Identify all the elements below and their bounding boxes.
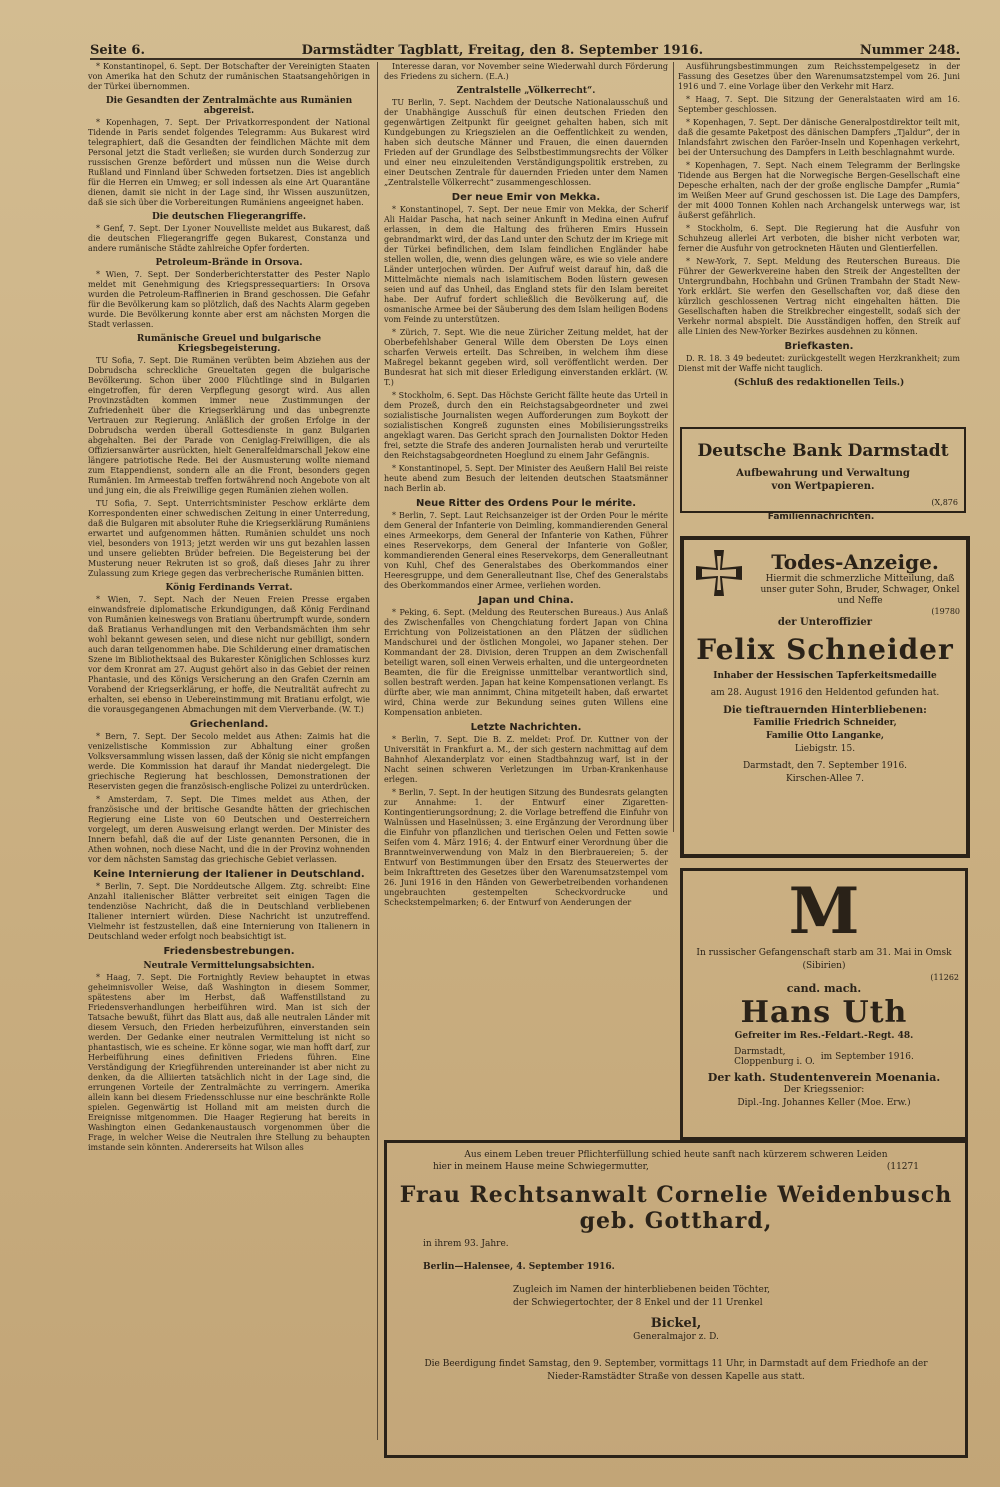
column-2 [384, 62, 668, 907]
ad-todes-medal: Inhaber der Hessischen Tapferkeitsmedaille [713, 671, 937, 681]
ad-weiden-intro2: hier in meinem Hause meine Schwiegermutter, [433, 1162, 649, 1172]
page-header [90, 30, 960, 60]
ad-uth-place1: Darmstadt, [734, 1047, 786, 1057]
article-heading: Die deutschen Fliegerangriffe. [151, 212, 307, 222]
article-paragraph: * Konstantinopel, 6. Sept. Der Botschafter der Vereinigten Staaten von Amerika hat den Schutz der rumänischen Staatsangehörigen in der Türkei übernommen. [88, 62, 370, 91]
ad-uth-intro: In russischer Gefangenschaft starb am 31. Mai in Omsk (Sibirien) [696, 948, 952, 971]
ad-uth-place2: Cloppenburg i. O. [734, 1057, 815, 1067]
ad-deutsche-bank [680, 427, 966, 513]
article-paragraph: * Stockholm, 6. Sept. Die Regierung hat die Ausfuhr von Schuhzeug allerlei Art verboten, die bisher nicht verboten war, ferner die Ausfuhr von getrockneten Häuten und Glentierfellen. [678, 224, 960, 253]
article-heading: Zentralstelle „Völkerrecht“. [456, 86, 596, 96]
issue-number: Nummer 248. [859, 43, 960, 58]
article-paragraph: * Berlin, 7. Sept. Die Norddeutsche Allgem. Ztg. schreibt: Eine Anzahl italienischer Blätter verbreitet seit einigen Tagen die tendenziöse Nachricht, daß die in Deutschland verbliebenen Italiener interniert würden. Diese Nachricht ist unzutreffend. Vielmehr ist festzustellen, daß eine Internierung von Italienern in Deutschland weder erfolgt noch beabsichtigt ist. [88, 882, 370, 941]
article-paragraph: D. R. 18. 3 49 bedeutet: zurückgestellt wegen Herzkrankheit; zum Dienst mit der Waffe nicht tauglich. [678, 354, 960, 373]
ad-weiden-age: in ihrem 93. Jahre. [423, 1239, 509, 1249]
ad-weiden-intro1: Aus einem Leben treuer Pflichterfüllung schied heute sanft nach kürzerem schweren Leiden [464, 1150, 888, 1160]
article-heading: Neutrale Vermittelungsabsichten. [143, 961, 315, 971]
article-paragraph: * Berlin, 7. Sept. In der heutigen Sitzung des Bundesrats gelangten zur Annahme: 1. der Entwurf einer Zigaretten-Kontingentierungsordnung; 2. die Vorlage betreffend die Einfuhr von Walnüssen und Haselnüssen; 3. eine Ergänzung der Verordnung über die Einfuhr von pflanzlichen und tierischen Oelen und Fetten sowie Seifen vom 4. März 1916; 4. der Entwurf einer Verordnung über die Branntweinverwendung von Malz in den Bierbrauereien; 5. der Entwurf von Bestimmungen über den Ersatz des Steuerwertes der beim Inkrafttreten des Gesetzes über den Warenumsatzstempel vom 26. Juni 1916 in den Händen von Gewerbetreibenden vorhandenen ungebrauchten gestempelten Scheckvordrucke und Scheckstempelmarken; 6. der Entwurf von Aenderungen der [384, 788, 668, 907]
article-heading: Keine Internierung der Italiener in Deutschland. [93, 869, 365, 880]
ad-weiden-l2: der Schwiegertochter, der 8 Enkel und der 11 Urenkel [513, 1298, 763, 1308]
ad-todes-mourners1: Familie Friedrich Schneider, [753, 718, 897, 728]
page-number: Seite 6. [90, 43, 145, 58]
article-paragraph: * Haag, 7. Sept. Die Sitzung der Generalstaaten wird am 16. September geschlossen. [678, 95, 960, 114]
article-paragraph: * Zürich, 7. Sept. Wie die neue Züricher Zeitung meldet, hat der Oberbefehlshaber General Wille dem Obersten De Loys einen scharfen Verweis erteilt. Das Schreiben, in welchem ihm diese Maßregel bekannt gegeben wird, soll veröffentlicht werden. Der Bundesrat hat sich mit dieser Erledigung einverstanden erklärt. (W. T.) [384, 328, 668, 387]
ad-hans-uth [680, 868, 968, 1140]
article-heading: Neue Ritter des Ordens Pour le mérite. [415, 498, 637, 509]
column-divider [377, 62, 378, 1440]
column-1 [88, 62, 370, 1440]
familiennachrichten-heading: Familiennachrichten. [767, 512, 875, 522]
ad-uth-verein: Der kath. Studentenverein Moenania. [707, 1071, 941, 1084]
ad-bank-line2: von Wertpapieren. [771, 481, 875, 492]
ad-uth-rank: Gefreiter im Res.-Feldart.-Regt. 48. [734, 1031, 914, 1041]
ad-weiden-place: Berlin—Halensee, 4. September 1916. [423, 1262, 615, 1272]
iron-cross-icon [694, 548, 744, 598]
article-paragraph: * Wien, 7. Sept. Nach der Neuen Freien Presse ergaben einwandsfreie diplomatische Erkundigungen, daß König Ferdinand von Rumänien keineswegs von Bratianu übertrumpft wurde, sondern daß Bratianus Verhandlungen mit den Verbandsmächten ihm sehr wohl bekannt gewesen seien, und diese nicht nur gebilligt, sondern auch daran teilgenommen habe. Die Schilderung einer dramatischen Szene im Bibliothektsaal des Bukarester Königlichen Schlosses kurz vor dem Kronrat am 27. August gehört also in das Gebiet der reinen Phantasie, und des Königs Versicherung an den Grafen Czernin am Vorabend der Kriegserklärung, er hoffe, die Neutralität aufrecht zu erhalten, sei ebenso in Uebereinstimmung mit Bratianu erfolgt, wie die vorausgegangenen Abmachungen mit dem Vierverbande. (W. T.) [88, 595, 370, 714]
newspaper-masthead: Darmstädter Tagblatt, Freitag, den 8. September 1916. [301, 43, 704, 58]
ad-uth-degree: cand. mach. [786, 982, 862, 995]
article-paragraph: * Bern, 7. Sept. Der Secolo meldet aus Athen: Zaimis hat die venizelistische Kommission zur Abhaltung einer großen Volksversammlung wissen lassen, daß der König sie nicht empfangen werde. Die Kommission hat darauf ihr Mandat niedergelegt. Die griechische Regierung hat beschlossen, Demonstrationen der Reservisten gegen die französisch-englische Polizei zu unterdrücken. [88, 732, 370, 791]
ad-weidenbusch [384, 1140, 968, 1458]
article-heading: Japan und China. [478, 595, 574, 606]
article-paragraph: * Wien, 7. Sept. Der Sonderberichterstatter des Pester Naplo meldet mit Genehmigung des Kriegspressequartiers: In Orsova wurden die Petroleum-Raffinerien in Brand geschossen. Die Gefahr für die Bevölkerung kam so plötzlich, daß des Nachts Alarm gegeben wurde. Die Bevölkerung konnte aber erst am nächsten Morgen die Stadt verlassen. [88, 270, 370, 329]
ad-todes-rank: der Unteroffizier [777, 617, 873, 628]
article-heading: Petroleum-Brände in Orsova. [155, 258, 303, 268]
article-paragraph: * Genf, 7. Sept. Der Lyoner Nouvelliste meldet aus Bukarest, daß die deutschen Fliegerangriffe gegen Bukarest, Constanza und andere rumänische Städte zahlreiche Opfer forderten. [88, 224, 370, 253]
ad-weiden-signer: Bickel, [650, 1316, 702, 1331]
ad-weiden-code: (11271 [886, 1162, 919, 1172]
ad-weiden-funeral: Die Beerdigung findet Samstag, den 9. September, vormittags 11 Uhr, in Darmstadt auf dem Friedhofe an der Nieder-Ramstädter Straße von dessen Kapelle aus statt. [424, 1359, 928, 1382]
ad-todes-place: Darmstadt, den 7. September 1916. [742, 761, 908, 771]
article-heading: (Schluß des redaktionellen Teils.) [733, 378, 905, 388]
article-paragraph: TU Sofia, 7. Sept. Die Rumänen verübten beim Abziehen aus der Dobrudscha schreckliche Greueltaten gegen die bulgarische Bevölkerung. Schon über 2000 Flüchtlinge sind in Bulgarien eingetroffen, für deren Verpflegung gesorgt wird. Aus allen Provinzstädten kommen immer neue Zustimmungen der Zufriedenheit über die Kriegserklärung und das unbegrenzte Vertrauen zur Regierung. Anläßlich der großen Erfolge in der Dobrudscha werden überall Gottesdienste in ganz Bulgarien abgehalten. Bei der Parade von Ceniglag-Freiwilligen, die als Offiziersanwärter ausrückten, hielt Generalfeldmarschall Jekow eine längere patriotische Rede. Bei der Ausmusterung wollte niemand zum Etappendienst, sondern alle an die Front, besonders gegen Rumänien. Im Armeestab treffen fortwährend noch Angebote von alt und jung ein, die als Freiwillige gegen Rumänien ziehen wollen. [88, 356, 370, 495]
ad-todes-intro: Hiermit die schmerzliche Mitteilung, daß unser guter Sohn, Bruder, Schwager, Onkel und Neffe [760, 574, 960, 606]
ad-todes-mourners2: Familie Otto Langanke, [765, 731, 885, 741]
article-paragraph: * Amsterdam, 7. Sept. Die Times meldet aus Athen, der französische und der britische Gesandte hätten der griechischen Regierung eine Liste von 60 Deutschen und Oesterreichern vorgelegt, um deren Ausweisung erlangt werden. Der Minister des Innern befahl, daß die auf der Liste genannten Personen, die in Athen wohnen, noch diese Nacht, und die in der Provinz wohnenden vor dem nächsten Samstag das griechische Gebiet verlassen. [88, 795, 370, 864]
ad-todes-title: Todes-Anzeige. [771, 550, 939, 574]
article-heading: Rumänische Greuel und bulgarische Kriegsbegeisterung. [136, 334, 322, 354]
ad-bank-title: Deutsche Bank Darmstadt [697, 441, 949, 461]
article-paragraph: TU Sofia, 7. Sept. Unterrichtsminister Peschow erklärte dem Korrespondenten einer schwedischen Zeitung in einer Unterredung, daß die Bulgaren mit absoluter Ruhe die Kriegserklärung Rumäniens erwartet und aufgenommen hätten. Rumänien schuldet uns noch viel, besonders von 1913; jetzt werden wir uns gut bezahlen lassen und unsere geliebten Brüder befreien. Die Begeisterung bei der Musterung neuer Rekruten ist so groß, daß dieses Jahr zu ihrer Zulassung zum Kriege gegen das verbrecherische Rumänien bitten. [88, 499, 370, 578]
article-paragraph: * Berlin, 7. Sept. Die B. Z. meldet: Prof. Dr. Kuttner von der Universität in Frankfurt a. M., der sich gestern nachmittag auf dem Bahnhof Alexanderplatz vor einen Stadtbahnzug warf, ist in der Nacht seinen schweren Verletzungen im Urban-Krankenhause erlegen. [384, 735, 668, 784]
article-paragraph: * Kopenhagen, 7. Sept. Der dänische Generalpostdirektor teilt mit, daß die gesamte Paketpost des dänischen Dampfers „Tjaldur“, der in Inlandsfahrt zwischen den Faröer-Inseln und Kopenhagen verkehrt, bei der Untersuchung des Dampfers in Leith beschlagnahmt wurde. [678, 118, 960, 157]
ad-todes-addr2: Kirschen-Allee 7. [786, 774, 864, 784]
article-heading: Griechenland. [189, 719, 269, 730]
article-heading: Die Gesandten der Zentralmächte aus Rumänien abgereist. [105, 96, 353, 116]
article-heading: König Ferdinands Verrat. [165, 583, 293, 593]
ad-uth-senior: Dipl.-Ing. Johannes Keller (Moe. Erw.) [737, 1098, 911, 1108]
article-paragraph: * Konstantinopel, 7. Sept. Der neue Emir von Mekka, der Scherif Ali Haidar Pascha, hat nach seiner Ankunft in Medina einen Aufruf erlassen, in dem die Haltung des früheren Emirs Hussein gebrandmarkt wird, der das Land unter den Schutz der im Kriege mit der Türkei befindlichen, dem Islam feindlichen Engländer habe stellen wollen, die, wenn dies gelungen wäre, es wie so viele andere Länder unterjochen würden. Der Aufruf weist darauf hin, daß die Mittelmächte niemals nach islamitischem Boden lüstern gewesen seien und auf das Unheil, das England stets für den Islam bereitet habe. Der Aufruf fordert schließlich die Bevölkerung auf, die osmanische Armee bei der Säuberung des dem Islam heiligen Bodens vom Feinde zu unterstützen. [384, 205, 668, 324]
article-paragraph: * Kopenhagen, 7. Sept. Der Privatkorrespondent der National Tidende in Paris sendet folgendes Telegramm: Aus Bukarest wird telegraphiert, daß die Gesandten der feindlichen Mächte mit dem Personal jetzt die Stadt verließen; sie wurden durch Sonderzug zur russischen Grenze befördert und müssen nun die Weise durch Rußland und Finnland über Schweden fortsetzen. Dies ist angeblich für die Herren ein Umweg; er soll indessen als eine Art Quarantäne dienen, damit sie nicht in der Lage sind, ihr Wissen auszunützen, daß sie sich über die Vorbereitungen Rumäniens angeeignet haben. [88, 118, 370, 207]
ad-bank-line1: Aufbewahrung und Verwaltung [736, 468, 910, 479]
article-paragraph: Ausführungsbestimmungen zum Reichsstempelgesetz in der Fassung des Gesetzes über den Warenumsatzstempel vom 26. Juni 1916 und 7. eine Vorlage über den Verkehr mit Harz. [678, 62, 960, 91]
ad-todes-death: am 28. August 1916 den Heldentod gefunden hat. [710, 688, 940, 698]
ad-todes-anzeige [680, 536, 970, 858]
column-3 [678, 62, 960, 447]
ad-weiden-signer-rank: Generalmajor z. D. [633, 1332, 719, 1342]
article-heading: Briefkasten. [784, 341, 854, 352]
ad-todes-addr1: Liebigstr. 15. [794, 744, 856, 754]
ad-uth-name: Hans Uth [740, 995, 908, 1030]
ad-bank-code: (X,876 [931, 498, 958, 507]
column-divider [673, 62, 674, 832]
article-paragraph: * Konstantinopel, 5. Sept. Der Minister des Aeußern Halil Bei reiste heute abend zum Besuch der leitenden deutschen Staatsmänner nach Berlin ab. [384, 464, 668, 493]
article-paragraph: * Berlin, 7. Sept. Laut Reichsanzeiger ist der Orden Pour le mérite dem General der Infanterie von Deimling, kommandierenden General eines Armeekorps, dem General der Infanterie von Kathen, Führer eines Reservekorps, dem General der Infanterie von Goßler, kommandierenden General eines Reservekorps, dem Generalleutnant von Kuhl, Chef des Generalstabes des Oberkommandos einer Heeresgruppe, und dem Generalleutnant Ilse, Chef des Generalstabs des Oberkommandos einer Armee, verliehen worden. [384, 511, 668, 590]
moenania-monogram: M [788, 874, 860, 949]
article-paragraph: * Kopenhagen, 7. Sept. Nach einem Telegramm der Berlingske Tidende aus Bergen hat die Norwegische Bergen-Gesellschaft eine Depesche erhalten, nach der der große englische Dampfer „Rumia“ im Weißen Meer auf Grund geschossen ist. Die Lage des Dampfers, der mit 4000 Tonnen Kohlen nach Archangelsk unterwegs war, ist äußerst gefährlich. [678, 161, 960, 220]
ad-uth-date: im September 1916. [820, 1052, 914, 1062]
ad-todes-mourners-heading: Die tieftrauernden Hinterbliebenen: [723, 705, 927, 716]
article-paragraph: * Peking, 6. Sept. (Meldung des Reuterschen Bureaus.) Aus Anlaß des Zwischenfalles von Chengchiatung fordert Japan von China Errichtung von Polizeistationen an den Plätzen der südlichen Mandschurei und der östlichen Mongolei, wo Japaner stehen. Der Kommandant der 28. Division, deren Truppen an dem Zwischenfall beteiligt waren, soll einen Verweis erhalten, und die untergeordneten Beamten, die für die Ereignisse unmittelbar verantwortlich sind, sollen bestraft werden. Japan hat keine Kompensationen verlangt. Es dürfte aber, wie man annimmt, China mitgeteilt haben, daß erwartet wird, China werde zur Bekundung seines guten Willens eine Kompensation anbieten. [384, 608, 668, 717]
ad-uth-senior-heading: Der Kriegssenior: [783, 1085, 865, 1095]
article-paragraph: Interesse daran, vor November seine Wiederwahl durch Förderung des Friedens zu sichern. (E.A.) [384, 62, 668, 81]
ad-todes-name: Felix Schneider [696, 633, 954, 666]
article-paragraph: TU Berlin, 7. Sept. Nachdem der Deutsche Nationalausschuß und der Unabhängige Ausschuß für einen deutschen Frieden den gegenwärtigen Zeitpunkt für geeignet gehalten haben, sich mit Kundgebungen zu Kriegszielen an die Oeffentlichkeit zu wenden, haben sich deutsche Männer und Frauen, die einen dauernden Frieden auf der Grundlage des Selbstbestimmungsrechts der Völker und einer neu einzuleitenden Verständigungspolitik erstreben, zu einer Deutschen Zentrale für dauernden Frieden unter dem Namen „Zentralstelle Völkerrecht“ zusammengeschlossen. [384, 98, 668, 187]
article-paragraph: * New-York, 7. Sept. Meldung des Reuterschen Bureaus. Die Führer der Gewerkvereine haben den Streik der Angestellten der Untergrundbahn, Hochbahn und Grünen Trambahn der Stadt New-York erklärt. Sie werfen den Gesellschaften vor, daß diese den kürzlich geschlossenen Vertrag nicht eingehalten hätten. Die Gesellschaften haben die Streikbrecher eingestellt, sodaß sich der Verkehr normal abspielt. Die Ausständigen hoffen, den Streik auf alle Linien des New-Yorker Bezirkes ausdehnen zu können. [678, 257, 960, 336]
ad-todes-code: (19780 [931, 607, 960, 616]
article-heading: Friedensbestrebungen. [163, 946, 295, 957]
ad-weiden-l1: Zugleich im Namen der hinterbliebenen beiden Töchter, [513, 1285, 771, 1295]
article-heading: Der neue Emir von Mekka. [451, 192, 601, 203]
article-paragraph: * Haag, 7. Sept. Die Fortnightly Review behauptet in etwas geheimnisvoller Weise, daß Washington in diesem Sommer, spätestens aber im Herbst, daß Waffenstillstand zu Friedensverhandlungen herbeiführen wird. Man ist sich der Tatsache bewußt, führt das Blatt aus, daß alle neutralen Länder mit diesem Versuch, den Frieden herbeizuführen, einverstanden sein werden. Der Gedanke einer neutralen Vermittelung ist nicht so phantastisch, wie es scheine. Er könne sogar, wie man hofft darf, zur Herbeiführung eines definitiven Friedens führen. Eine Verständigung der Kriegführenden untereinander ist aber nicht zu denken, da die Alliierten tatsächlich nicht in der Lage sind, die errungenen Vorteile der Zentralmächte zu verringern. Amerika allein kann bei diesem Friedensschlusse nur eine beschränkte Rolle spielen. Gegenwärtig ist Holland mit am meisten durch die Ereignisse mitgenommen. Die Haager Regierung hat bereits in Washington einen Gedankenaustausch vorgenommen über die Frage, in welcher Weise die Neutralen ihre Stellung zu behaupten imstande sein könnten. Andererseits hat Wilson alles [88, 973, 370, 1152]
ad-weiden-name: Frau Rechtsanwalt Cornelie Weidenbusch geb. Gotthard, [399, 1182, 953, 1234]
ad-uth-code: (11262 [930, 973, 959, 982]
article-paragraph: * Stockholm, 6. Sept. Das Höchste Gericht fällte heute das Urteil in dem Prozeß, durch den ein Reichstagsabgeordneter und zwei sozialistische Journalisten wegen Aufforderungen zum Boykott der sozialistischen Kongreß zugunsten eines Mobilisierungsstreiks angeklagt waren. Das Gericht sprach den Journalisten Doktor Heden frei, setzte die Strafe des anderen Journalisten herab und verurteilte den Reichstagsabgeordneten Hoeglund zu einem Jahr Gefängnis. [384, 391, 668, 460]
article-heading: Letzte Nachrichten. [470, 722, 582, 733]
